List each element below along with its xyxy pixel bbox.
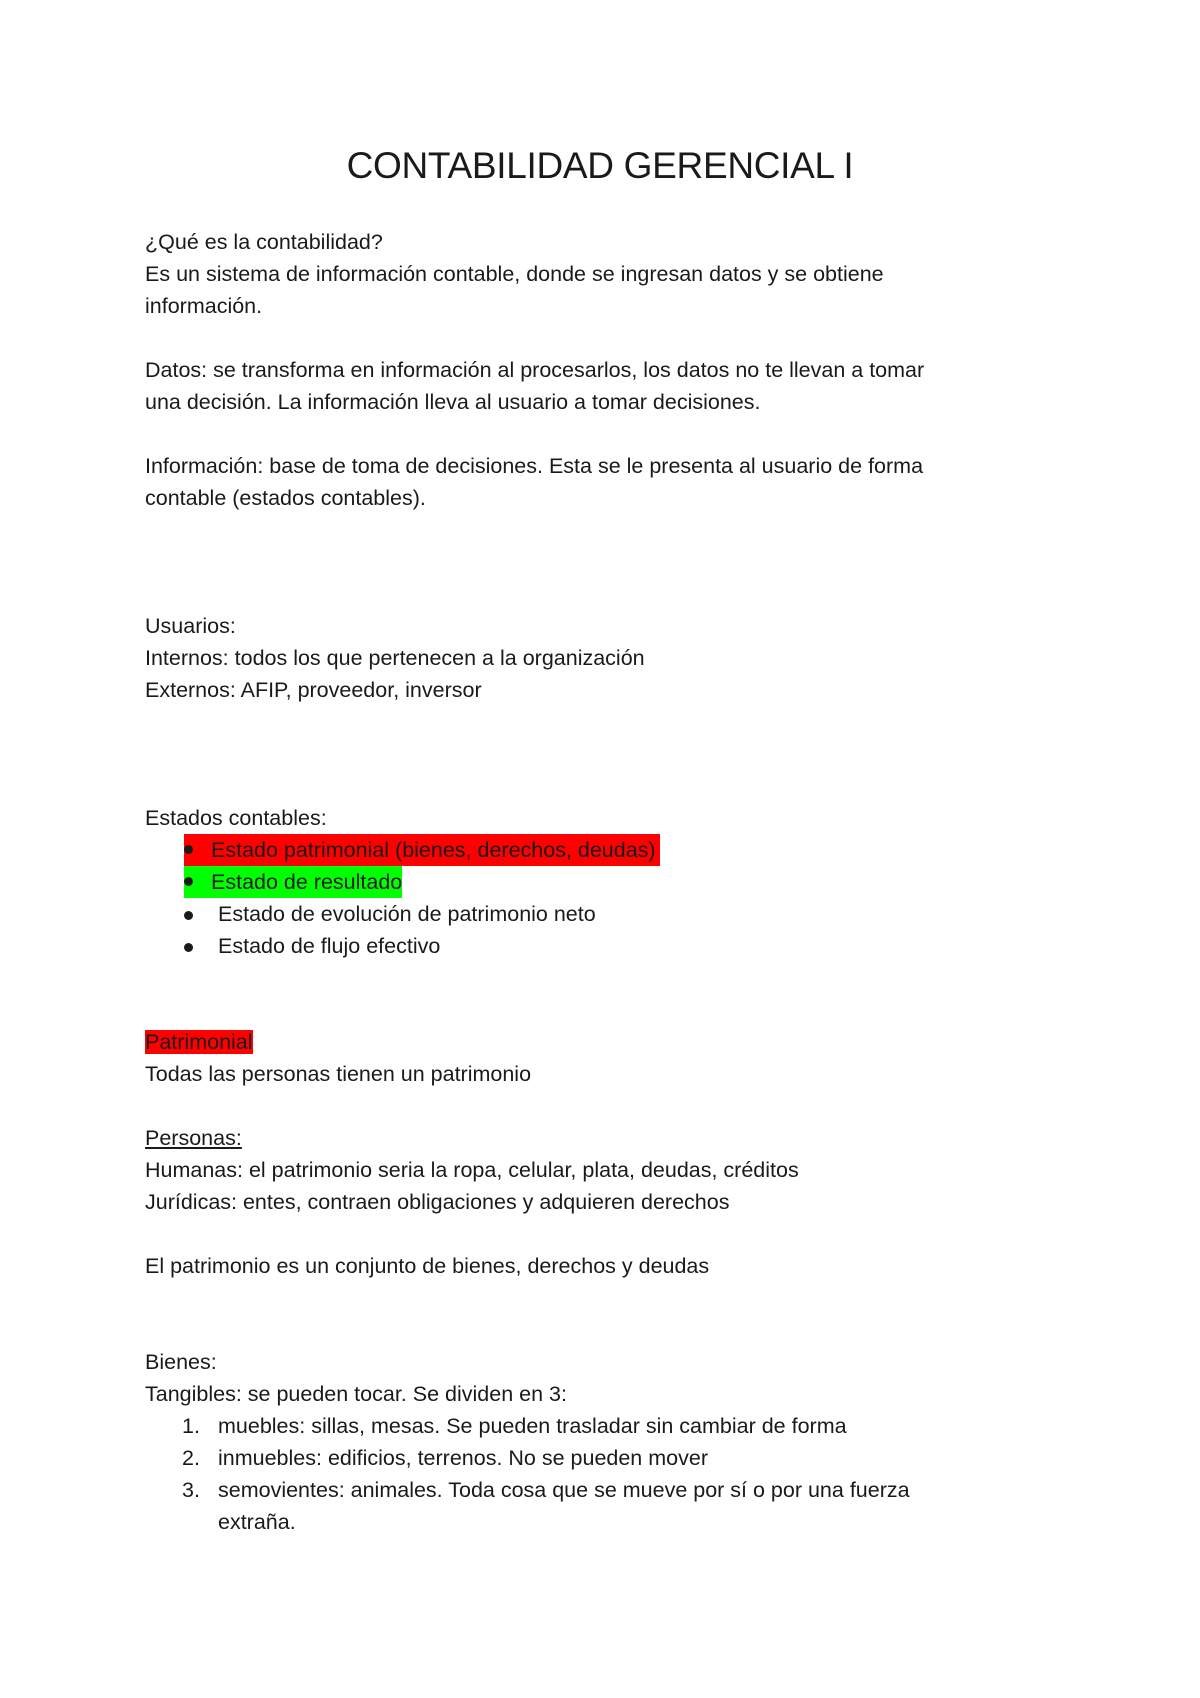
bullet-icon bbox=[184, 845, 193, 854]
datos-line-1: Datos: se transforma en información al procesarlos, los datos no te llevan a tomar bbox=[145, 358, 925, 382]
answer-line-1: Es un sistema de información contable, donde se ingresan datos y se obtiene bbox=[145, 262, 884, 286]
list-item bbox=[145, 930, 1045, 962]
usuarios-externos: Externos: AFIP, proveedor, inversor bbox=[145, 678, 482, 702]
list-item bbox=[145, 1474, 1045, 1538]
patrimonial-heading-row bbox=[145, 1026, 1045, 1058]
personas-humanas: Humanas: el patrimonio seria la ropa, celular, plata, deudas, créditos bbox=[145, 1158, 799, 1182]
estado-item-label: Estado de resultado bbox=[211, 870, 403, 894]
bullet-icon bbox=[184, 911, 193, 920]
answer-line-2: información. bbox=[145, 294, 263, 318]
list-item bbox=[145, 1410, 1045, 1442]
estados-list bbox=[145, 834, 1045, 962]
list-item bbox=[145, 834, 1045, 866]
bienes-list bbox=[145, 1410, 1045, 1538]
list-number: 3. bbox=[182, 1478, 200, 1502]
bien-item-label: semovientes: animales. Toda cosa que se mueve por sí o por una fuerza bbox=[218, 1478, 910, 1502]
informacion-line-2: contable (estados contables). bbox=[145, 486, 426, 510]
personas-juridicas: Jurídicas: entes, contraen obligaciones y adquieren derechos bbox=[145, 1190, 730, 1214]
highlight-green bbox=[184, 866, 402, 898]
estado-item-label: Estado de evolución de patrimonio neto bbox=[218, 902, 596, 926]
patrimonial-heading: Patrimonial bbox=[145, 1030, 253, 1054]
usuarios-heading: Usuarios: bbox=[145, 614, 236, 638]
estado-item-label: Estado patrimonial (bienes, derechos, deudas) bbox=[211, 838, 656, 862]
list-item bbox=[145, 1442, 1045, 1474]
document-title: CONTABILIDAD GERENCIAL I bbox=[346, 145, 854, 186]
personas-heading: Personas: bbox=[145, 1126, 242, 1150]
patrimonio-definition: El patrimonio es un conjunto de bienes, derechos y deudas bbox=[145, 1254, 710, 1278]
datos-line-2: una decisión. La información lleva al usuario a tomar decisiones. bbox=[145, 390, 761, 414]
bienes-heading: Bienes: bbox=[145, 1350, 217, 1374]
document-body bbox=[145, 226, 1045, 1538]
patrimonial-text: Todas las personas tienen un patrimonio bbox=[145, 1062, 532, 1086]
bien-item-label-cont: extraña. bbox=[218, 1510, 296, 1534]
list-number: 1. bbox=[182, 1414, 200, 1438]
bullet-icon bbox=[184, 877, 193, 886]
estado-item-label: Estado de flujo efectivo bbox=[218, 934, 441, 958]
bien-item-label: muebles: sillas, mesas. Se pueden trasladar sin cambiar de forma bbox=[218, 1414, 847, 1438]
list-item bbox=[145, 866, 1045, 898]
personas-heading-row bbox=[145, 1122, 1045, 1154]
informacion-line-1: Información: base de toma de decisiones. Esta se le presenta al usuario de forma bbox=[145, 454, 924, 478]
bullet-icon bbox=[184, 943, 193, 952]
bienes-tangibles: Tangibles: se pueden tocar. Se dividen en 3: bbox=[145, 1382, 567, 1406]
list-item bbox=[145, 898, 1045, 930]
estados-heading: Estados contables: bbox=[145, 806, 327, 830]
question-text: ¿Qué es la contabilidad? bbox=[145, 230, 383, 254]
list-number: 2. bbox=[182, 1446, 200, 1470]
highlight-red bbox=[184, 834, 660, 866]
usuarios-internos: Internos: todos los que pertenecen a la organización bbox=[145, 646, 645, 670]
bien-item-label: inmuebles: edificios, terrenos. No se pueden mover bbox=[218, 1446, 708, 1470]
